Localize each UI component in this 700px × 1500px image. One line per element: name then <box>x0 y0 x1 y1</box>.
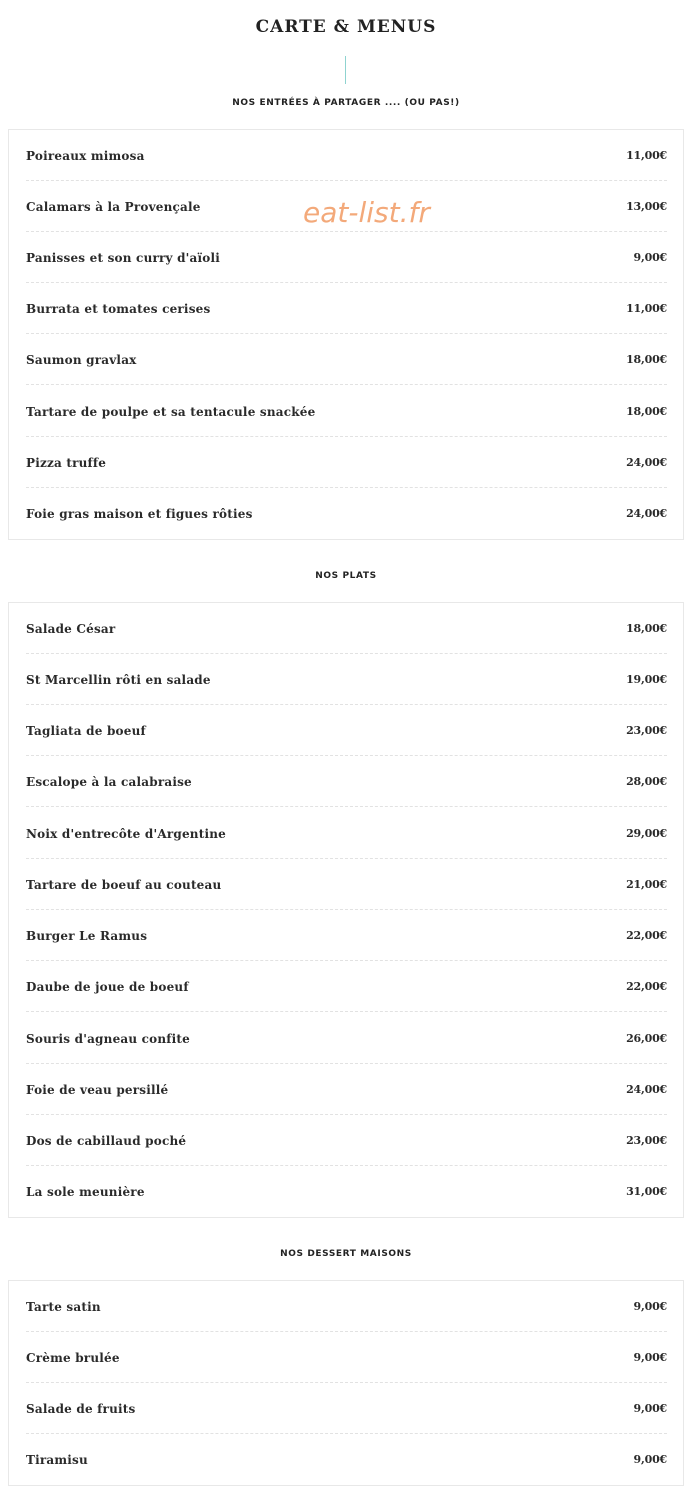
menu-item <box>26 1115 667 1166</box>
menu-card-entrees <box>8 129 684 540</box>
section-title-entrees: NOS ENTRÉES À PARTAGER .... (OU PAS!) <box>232 98 460 108</box>
item-price: 9,00€ <box>633 1402 667 1415</box>
item-price: 18,00€ <box>626 622 667 635</box>
item-name: Tiramisu <box>26 1452 88 1467</box>
item-name: Salade de fruits <box>26 1401 136 1416</box>
watermark: eat-list.fr <box>303 196 430 229</box>
item-price: 11,00€ <box>626 302 667 315</box>
menu-item <box>26 859 667 910</box>
item-price: 26,00€ <box>626 1032 667 1045</box>
menu-item <box>26 1383 667 1434</box>
item-name: Burger Le Ramus <box>26 928 148 943</box>
item-name: Tartare de boeuf au couteau <box>26 877 222 892</box>
item-name: Pizza truffe <box>26 455 107 470</box>
item-price: 24,00€ <box>626 456 667 469</box>
menu-item <box>26 1064 667 1115</box>
item-price: 19,00€ <box>626 673 667 686</box>
menu-item <box>26 283 667 334</box>
item-name: St Marcellin rôti en salade <box>26 672 211 687</box>
menu-item <box>26 1332 667 1383</box>
item-name: Saumon gravlax <box>26 352 137 367</box>
section-title-plats: NOS PLATS <box>315 571 377 581</box>
item-price: 23,00€ <box>626 724 667 737</box>
item-price: 13,00€ <box>626 200 667 213</box>
item-price: 9,00€ <box>633 1300 667 1313</box>
item-name: Noix d'entrecôte d'Argentine <box>26 826 226 841</box>
menu-card-desserts <box>8 1280 684 1486</box>
menu-item <box>26 437 667 488</box>
item-name: Salade César <box>26 621 116 636</box>
item-price: 9,00€ <box>633 1351 667 1364</box>
item-name: Calamars à la Provençale <box>26 199 201 214</box>
menu-item <box>26 488 667 539</box>
item-price: 23,00€ <box>626 1134 667 1147</box>
item-price: 21,00€ <box>626 878 667 891</box>
item-name: Tarte satin <box>26 1299 101 1314</box>
menu-item <box>26 808 667 859</box>
menu-item <box>26 705 667 756</box>
item-name: Daube de joue de boeuf <box>26 979 189 994</box>
item-name: Crème brulée <box>26 1350 120 1365</box>
item-name: Dos de cabillaud poché <box>26 1133 187 1148</box>
menu-item <box>26 961 667 1012</box>
menu-item <box>26 756 667 807</box>
item-name: Tartare de poulpe et sa tentacule snackée <box>26 404 316 419</box>
item-name: Souris d'agneau confite <box>26 1031 191 1046</box>
menu-item <box>26 130 667 181</box>
menu-item <box>26 386 667 437</box>
item-price: 29,00€ <box>626 827 667 840</box>
menu-item <box>26 1434 667 1485</box>
menu-item <box>26 654 667 705</box>
page-title: CARTE & MENUS <box>255 17 437 37</box>
item-name: Foie gras maison et figues rôties <box>26 506 253 521</box>
item-price: 31,00€ <box>626 1185 667 1198</box>
item-price: 28,00€ <box>626 775 667 788</box>
item-price: 9,00€ <box>633 251 667 264</box>
item-price: 24,00€ <box>626 507 667 520</box>
menu-card-plats <box>8 602 684 1218</box>
item-price: 11,00€ <box>626 149 667 162</box>
menu-item <box>26 334 667 385</box>
menu-item <box>26 1281 667 1332</box>
item-name: Burrata et tomates cerises <box>26 301 211 316</box>
item-name: Tagliata de boeuf <box>26 723 146 738</box>
item-name: Panisses et son curry d'aïoli <box>26 250 221 265</box>
item-price: 9,00€ <box>633 1453 667 1466</box>
menu-item <box>26 232 667 283</box>
title-divider <box>345 56 346 84</box>
item-price: 18,00€ <box>626 405 667 418</box>
item-name: Foie de veau persillé <box>26 1082 169 1097</box>
item-name: Escalope à la calabraise <box>26 774 192 789</box>
item-name: Poireaux mimosa <box>26 148 145 163</box>
menu-item <box>26 910 667 961</box>
section-title-desserts: NOS DESSERT MAISONS <box>280 1249 412 1259</box>
item-price: 22,00€ <box>626 929 667 942</box>
item-name: La sole meunière <box>26 1184 145 1199</box>
menu-item <box>26 1013 667 1064</box>
item-price: 18,00€ <box>626 353 667 366</box>
menu-item <box>26 1166 667 1217</box>
menu-item <box>26 603 667 654</box>
item-price: 22,00€ <box>626 980 667 993</box>
item-price: 24,00€ <box>626 1083 667 1096</box>
